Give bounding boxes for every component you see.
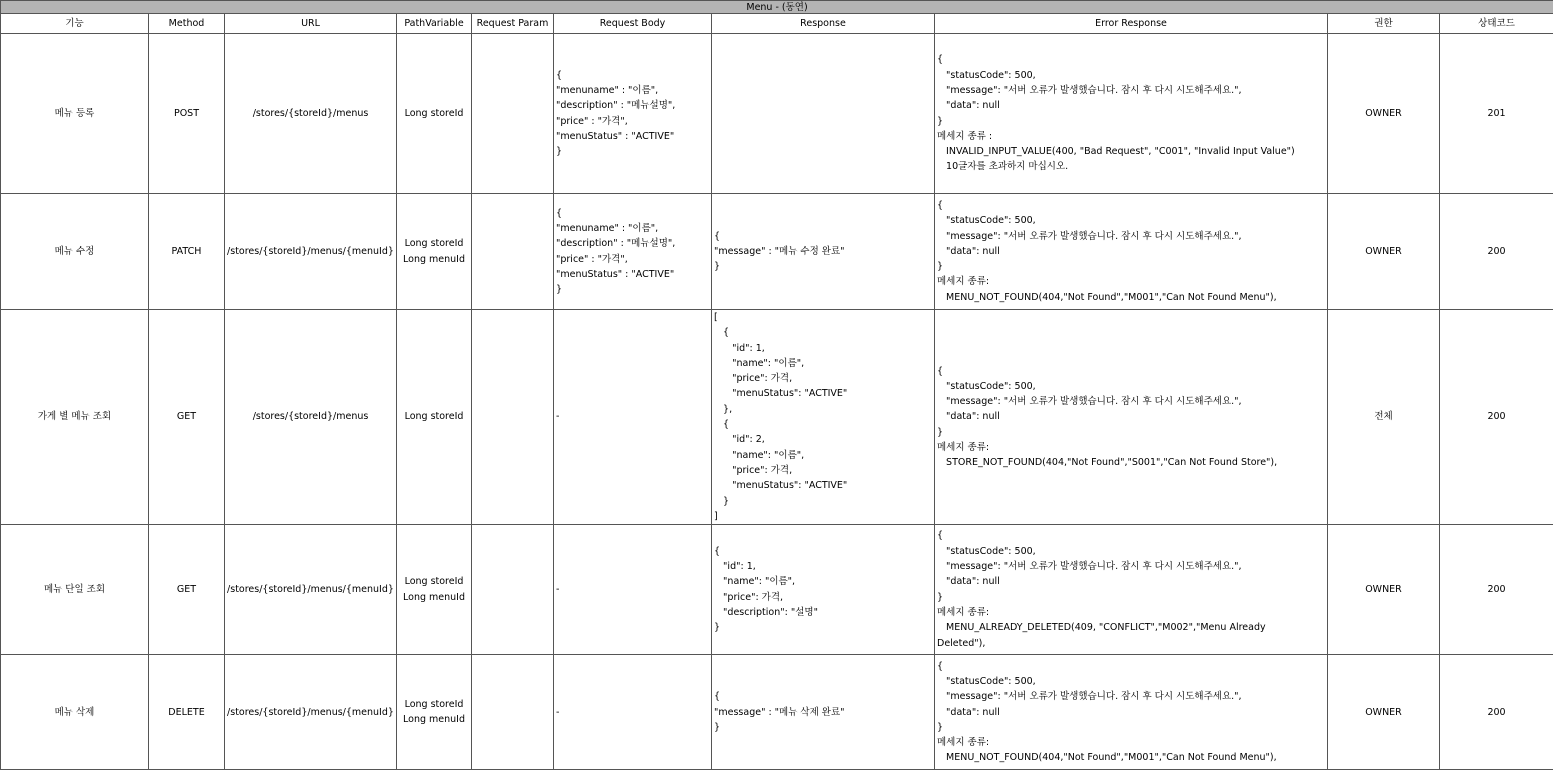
error-response-cell: { "statusCode": 500, "message": "서버 오류가 발생했습니다. 잠시 후 다시 시도해주세요.", "data": null } 메세지 종류 : INVALID_INPUT_VALUE(400, "Bad Request", "C001", "Invalid Input Value") 10글자를 초과하지 마십시오. (935, 34, 1328, 194)
header-path-variable: PathVariable (397, 14, 472, 34)
status-code-cell: 201 (1440, 34, 1553, 194)
method-cell: GET (149, 525, 225, 655)
header-error-response: Error Response (935, 14, 1328, 34)
feature-cell: 메뉴 단일 조회 (1, 525, 149, 655)
path-variable-cell: Long storeId (397, 34, 472, 194)
permission-cell: 전체 (1328, 310, 1440, 525)
url-cell: /stores/{storeId}/menus/{menuId} (225, 655, 397, 770)
permission-cell: OWNER (1328, 525, 1440, 655)
header-permission: 권한 (1328, 14, 1440, 34)
url-cell: /stores/{storeId}/menus/{menuId} (225, 525, 397, 655)
feature-cell: 메뉴 삭제 (1, 655, 149, 770)
request-body-cell: - (554, 310, 712, 525)
sheet-title-row (1, 1, 1553, 14)
response-cell: [ { "id": 1, "name": "이름", "price": 가격, "menuStatus": "ACTIVE" }, { "id": 2, "name": "이름", "price": 가격, "menuStatus": "ACTIVE" } ] (712, 310, 935, 525)
url-cell: /stores/{storeId}/menus/{menuId} (225, 194, 397, 310)
url-cell: /stores/{storeId}/menus (225, 310, 397, 525)
error-response-cell: { "statusCode": 500, "message": "서버 오류가 발생했습니다. 잠시 후 다시 시도해주세요.", "data": null } 메세지 종류: STORE_NOT_FOUND(404,"Not Found","S001","Can Not Found Store"), (935, 310, 1328, 525)
table-row (1, 34, 1553, 194)
header-request-param: Request Param (472, 14, 554, 34)
error-response-cell: { "statusCode": 500, "message": "서버 오류가 발생했습니다. 잠시 후 다시 시도해주세요.", "data": null } 메세지 종류: MENU_NOT_FOUND(404,"Not Found","M001","Can Not Found Menu"), (935, 655, 1328, 770)
status-code-cell: 200 (1440, 310, 1553, 525)
table-row (1, 525, 1553, 655)
status-code-cell: 200 (1440, 194, 1553, 310)
method-cell: DELETE (149, 655, 225, 770)
header-status-code: 상태코드 (1440, 14, 1553, 34)
request-body-cell: - (554, 525, 712, 655)
request-param-cell (472, 194, 554, 310)
error-response-cell: { "statusCode": 500, "message": "서버 오류가 발생했습니다. 잠시 후 다시 시도해주세요.", "data": null } 메세지 종류: MENU_ALREADY_DELETED(409, "CONFLICT","M002","Menu Already Deleted"), (935, 525, 1328, 655)
response-cell: { "id": 1, "name": "이름", "price": 가격, "description": "설명" } (712, 525, 935, 655)
request-param-cell (472, 34, 554, 194)
method-cell: PATCH (149, 194, 225, 310)
path-variable-cell: Long storeId Long menuId (397, 525, 472, 655)
header-response: Response (712, 14, 935, 34)
header-row (1, 14, 1553, 34)
method-cell: GET (149, 310, 225, 525)
permission-cell: OWNER (1328, 655, 1440, 770)
feature-cell: 메뉴 등록 (1, 34, 149, 194)
header-url: URL (225, 14, 397, 34)
table-row (1, 194, 1553, 310)
permission-cell: OWNER (1328, 194, 1440, 310)
header-method: Method (149, 14, 225, 34)
path-variable-cell: Long storeId (397, 310, 472, 525)
permission-cell: OWNER (1328, 34, 1440, 194)
response-cell: { "message" : "메뉴 삭제 완료" } (712, 655, 935, 770)
request-body-cell: - (554, 655, 712, 770)
feature-cell: 가게 별 메뉴 조회 (1, 310, 149, 525)
request-body-cell: { "menuname" : "이름", "description" : "메뉴설명", "price" : "가격", "menuStatus" : "ACTIVE" } (554, 34, 712, 194)
path-variable-cell: Long storeId Long menuId (397, 194, 472, 310)
response-cell: { "message" : "메뉴 수정 완료" } (712, 194, 935, 310)
request-param-cell (472, 310, 554, 525)
request-body-cell: { "menuname" : "이름", "description" : "메뉴설명", "price" : "가격", "menuStatus" : "ACTIVE" } (554, 194, 712, 310)
table-row (1, 655, 1553, 770)
path-variable-cell: Long storeId Long menuId (397, 655, 472, 770)
status-code-cell: 200 (1440, 525, 1553, 655)
header-request-body: Request Body (554, 14, 712, 34)
url-cell: /stores/{storeId}/menus (225, 34, 397, 194)
status-code-cell: 200 (1440, 655, 1553, 770)
header-feature: 기능 (1, 14, 149, 34)
sheet-title: Menu - (동연) (1, 1, 1553, 14)
table-row (1, 310, 1553, 525)
response-cell (712, 34, 935, 194)
feature-cell: 메뉴 수정 (1, 194, 149, 310)
method-cell: POST (149, 34, 225, 194)
request-param-cell (472, 525, 554, 655)
request-param-cell (472, 655, 554, 770)
error-response-cell: { "statusCode": 500, "message": "서버 오류가 발생했습니다. 잠시 후 다시 시도해주세요.", "data": null } 메세지 종류: MENU_NOT_FOUND(404,"Not Found","M001","Can Not Found Menu"), (935, 194, 1328, 310)
